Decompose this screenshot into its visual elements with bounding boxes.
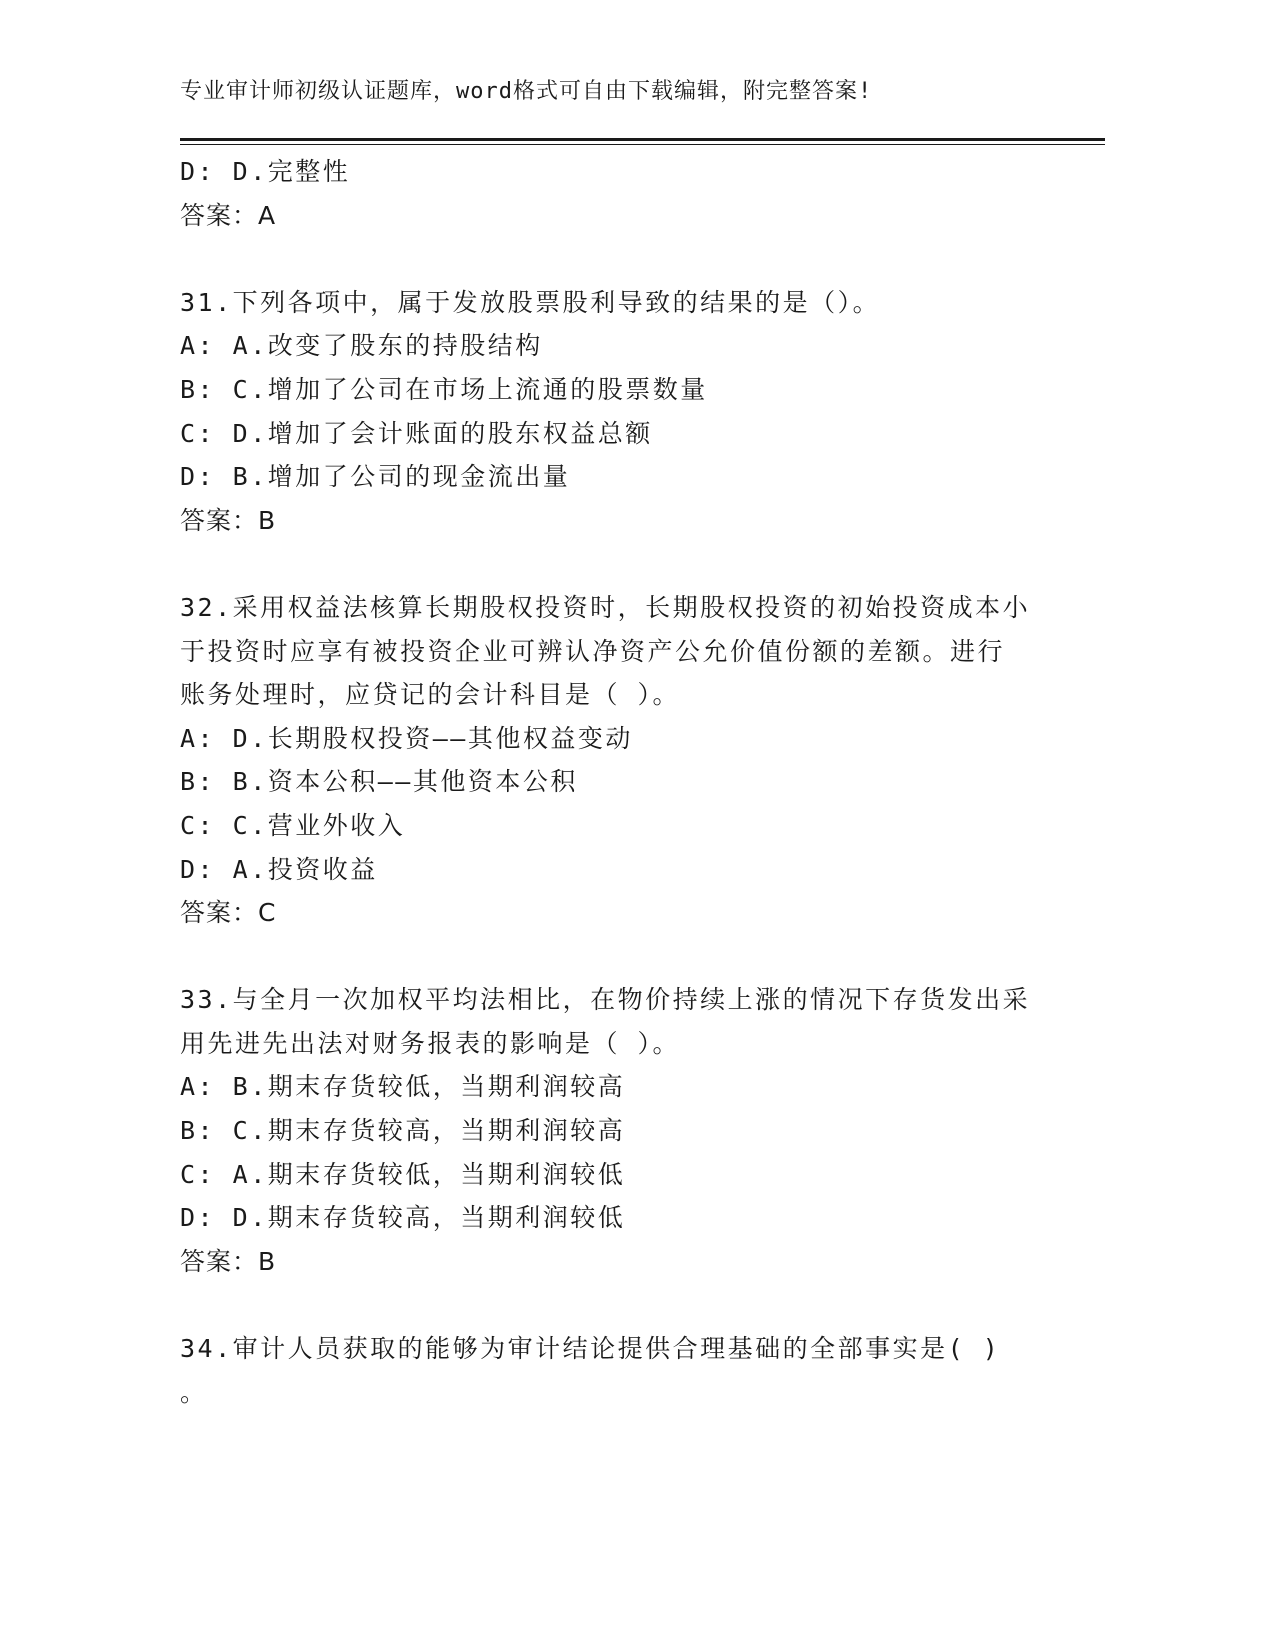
option-b: B: C.增加了公司在市场上流通的股票数量: [180, 374, 708, 404]
option-c: C: A.期末存货较低，当期利润较低: [180, 1159, 626, 1189]
question-stem-line-1: 33.与全月一次加权平均法相比，在物价持续上涨的情况下存货发出采: [180, 985, 1031, 1015]
option-a: A: B.期末存货较低，当期利润较高: [180, 1072, 626, 1102]
header-divider-thick: [180, 138, 1105, 141]
question-34: [180, 1327, 1040, 1414]
option-c: C: D.增加了会计账面的股东权益总额: [180, 418, 653, 448]
option-d: D: B.增加了公司的现金流出量: [180, 462, 571, 492]
answer-line: 答案：C: [180, 898, 277, 928]
question-stem-line-2: 。: [180, 1377, 208, 1407]
question-stem: 31.下列各项中，属于发放股票股利导致的结果的是（）。: [180, 287, 881, 317]
option-b: B: C.期末存货较高，当期利润较高: [180, 1116, 626, 1146]
question-33: [180, 978, 1040, 1283]
header-divider-thin: [180, 144, 1105, 145]
option-c: C: C.营业外收入: [180, 810, 406, 840]
answer-line: 答案：B: [180, 1246, 277, 1276]
option-a: A: D.长期股权投资——其他权益变动: [180, 723, 633, 753]
question-content: [180, 150, 1040, 1414]
question-31: [180, 281, 1040, 543]
question-stem-line-1: 32.采用权益法核算长期股权投资时，长期股权投资的初始投资成本小: [180, 592, 1031, 622]
question-32: [180, 586, 1040, 935]
question-stem-line-2: 用先进先出法对财务报表的影响是（ ）。: [180, 1028, 681, 1058]
option-b: B: B.资本公积——其他资本公积: [180, 767, 578, 797]
question-stem-line-2: 于投资时应享有被投资企业可辨认净资产公允价值份额的差额。进行: [180, 636, 1006, 666]
answer-line: 答案：B: [180, 505, 277, 535]
answer-line: 答案：A: [180, 200, 277, 230]
option-a: A: A.改变了股东的持股结构: [180, 331, 543, 361]
option-d: D: D.期末存货较高，当期利润较低: [180, 1203, 626, 1233]
previous-question-tail: [180, 150, 1040, 237]
question-stem-line-1: 34.审计人员获取的能够为审计结论提供合理基础的全部事实是( ): [180, 1334, 1001, 1364]
question-stem-line-3: 账务处理时，应贷记的会计科目是（ ）。: [180, 680, 681, 710]
option-d: D: D.完整性: [180, 157, 351, 186]
option-d: D: A.投资收益: [180, 854, 378, 884]
page-header: 专业审计师初级认证题库，word格式可自由下载编辑，附完整答案!: [180, 79, 873, 104]
